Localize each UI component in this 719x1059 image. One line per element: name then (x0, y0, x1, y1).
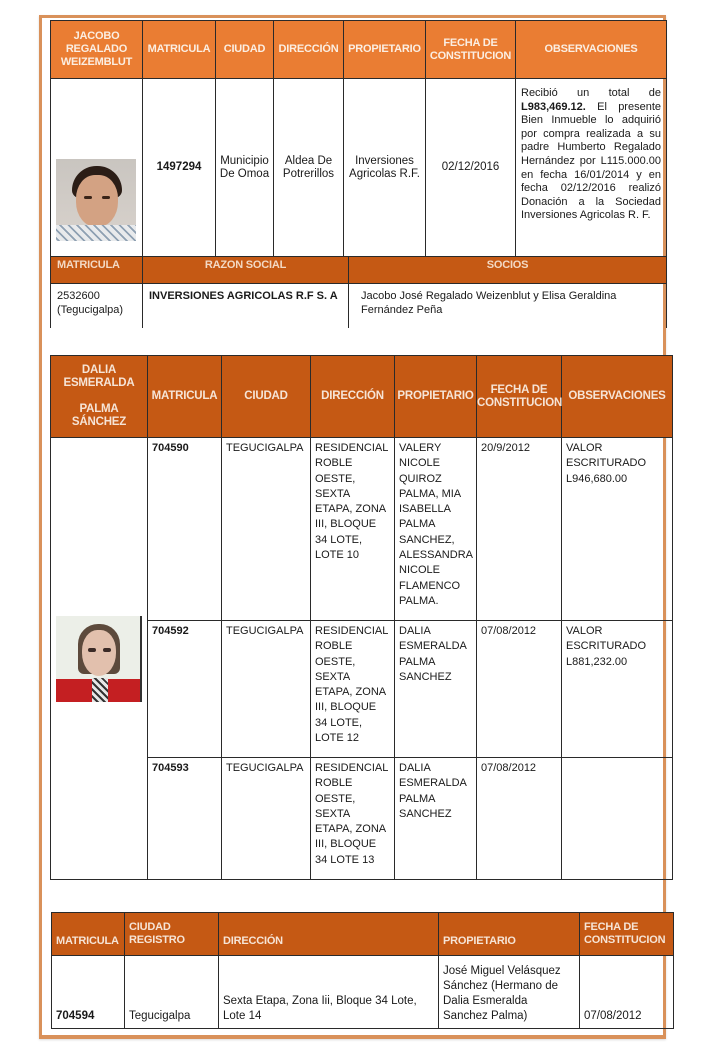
person1-properties-table (50, 20, 667, 257)
direccion-cell: Aldea De Potrerillos (274, 79, 344, 257)
related-property-table (51, 912, 674, 1029)
column-header-direccion: DIRECCIÓN (311, 356, 395, 438)
matricula-cell: 704594 (52, 956, 125, 1029)
column-header-razon-social: RAZON SOCIAL (143, 257, 349, 284)
person-name-header: DALIA ESMERALDA PALMA SÁNCHEZ (51, 356, 148, 438)
fecha-cell: 07/08/2012 (477, 621, 562, 758)
razon-social-cell: INVERSIONES AGRICOLAS R.F S. A (143, 284, 349, 328)
column-header-propietario: PROPIETARIO (439, 913, 580, 956)
table-header-row (51, 21, 667, 79)
column-header-direccion: DIRECCIÓN (274, 21, 344, 79)
ciudad-registro-cell: Tegucigalpa (125, 956, 219, 1029)
propietario-cell: José Miguel Velásquez Sánchez (Hermano de Dalia Esmeralda Sanchez Palma) (439, 956, 580, 1029)
column-header-socios: SOCIOS (349, 257, 667, 284)
table-row (51, 438, 673, 621)
direccion-cell: Sexta Etapa, Zona Iii, Bloque 34 Lote, Lote 14 (219, 956, 439, 1029)
observaciones-cell: Recibió un total de L983,469.12. El presente Bien Inmueble lo adquirió por compra realizada a su padre Humberto Regalado Hernández por L115.000.00 en fecha 16/01/2014 y en fecha 02/12/2016 realizó Donación a la Sociedad Inversiones Agricolas R. F. (516, 79, 667, 257)
column-header-ciudad-registro: CIUDAD REGISTRO (125, 913, 219, 956)
table-row (51, 284, 667, 328)
column-header-matricula: MATRICULA (52, 913, 125, 956)
matricula-cell: 704593 (148, 758, 222, 880)
fecha-cell: 02/12/2016 (426, 79, 516, 257)
matricula-cell: 704590 (148, 438, 222, 621)
person-name-header: JACOBO REGALADO WEIZEMBLUT (51, 21, 143, 79)
propietario-cell: DALIA ESMERALDA PALMA SANCHEZ (395, 621, 477, 758)
observaciones-cell: VALOR ESCRITURADO L881,232.00 (562, 621, 673, 758)
amount-text: L983,469.12. (521, 100, 586, 113)
fecha-cell: 07/08/2012 (580, 956, 674, 1029)
male-portrait-photo (56, 159, 136, 241)
direccion-cell: RESIDENCIAL ROBLE OESTE, SEXTA ETAPA, ZONA III, BLOQUE 34 LOTE, LOTE 12 (311, 621, 395, 758)
ciudad-cell: Municipio De Omoa (216, 79, 274, 257)
ciudad-cell: TEGUCIGALPA (222, 438, 311, 621)
person2-properties-table (50, 355, 673, 880)
matricula-cell: 704592 (148, 621, 222, 758)
observaciones-cell: VALOR ESCRITURADO L946,680.00 (562, 438, 673, 621)
photo-cell (51, 438, 148, 880)
propietario-cell: DALIA ESMERALDA PALMA SANCHEZ (395, 758, 477, 880)
direccion-cell: RESIDENCIAL ROBLE OESTE, SEXTA ETAPA, ZONA III, BLOQUE 34 LOTE, LOTE 10 (311, 438, 395, 621)
column-header-direccion: DIRECCIÓN (219, 913, 439, 956)
table-header-row (52, 913, 674, 956)
table-row (51, 79, 667, 257)
ciudad-cell: TEGUCIGALPA (222, 621, 311, 758)
column-header-observaciones: OBSERVACIONES (562, 356, 673, 438)
column-header-ciudad: CIUDAD (216, 21, 274, 79)
column-header-fecha: FECHA DE CONSTITUCION (477, 356, 562, 438)
table-header-row (51, 356, 673, 438)
column-header-propietario: PROPIETARIO (344, 21, 426, 79)
column-header-observaciones: OBSERVACIONES (516, 21, 667, 79)
female-portrait-photo (56, 616, 142, 702)
observaciones-cell (562, 758, 673, 880)
table-header-row (51, 257, 667, 284)
company-matricula-cell: 2532600 (Tegucigalpa) (51, 284, 143, 328)
column-header-fecha: FECHA DE CONSTITUCION (426, 21, 516, 79)
fecha-cell: 20/9/2012 (477, 438, 562, 621)
column-header-ciudad: CIUDAD (222, 356, 311, 438)
matricula-cell: 1497294 (143, 79, 216, 257)
column-header-fecha: FECHA DE CONSTITUCION (580, 913, 674, 956)
person1-company-table (50, 256, 667, 328)
socios-cell: Jacobo José Regalado Weizenblut y Elisa Geraldina Fernández Peña (349, 284, 667, 328)
photo-cell (51, 79, 143, 257)
propietario-cell: Inversiones Agricolas R.F. (344, 79, 426, 257)
direccion-cell: RESIDENCIAL ROBLE OESTE, SEXTA ETAPA, ZONA III, BLOQUE 34 LOTE 13 (311, 758, 395, 880)
column-header-matricula: MATRICULA (148, 356, 222, 438)
column-header-propietario: PROPIETARIO (395, 356, 477, 438)
fecha-cell: 07/08/2012 (477, 758, 562, 880)
propietario-cell: VALERY NICOLE QUIROZ PALMA, MIA ISABELLA PALMA SANCHEZ, ALESSANDRA NICOLE FLAMENCO PALMA. (395, 438, 477, 621)
table-row (52, 956, 674, 1029)
ciudad-cell: TEGUCIGALPA (222, 758, 311, 880)
column-header-matricula: MATRICULA (51, 257, 143, 284)
column-header-matricula: MATRICULA (143, 21, 216, 79)
